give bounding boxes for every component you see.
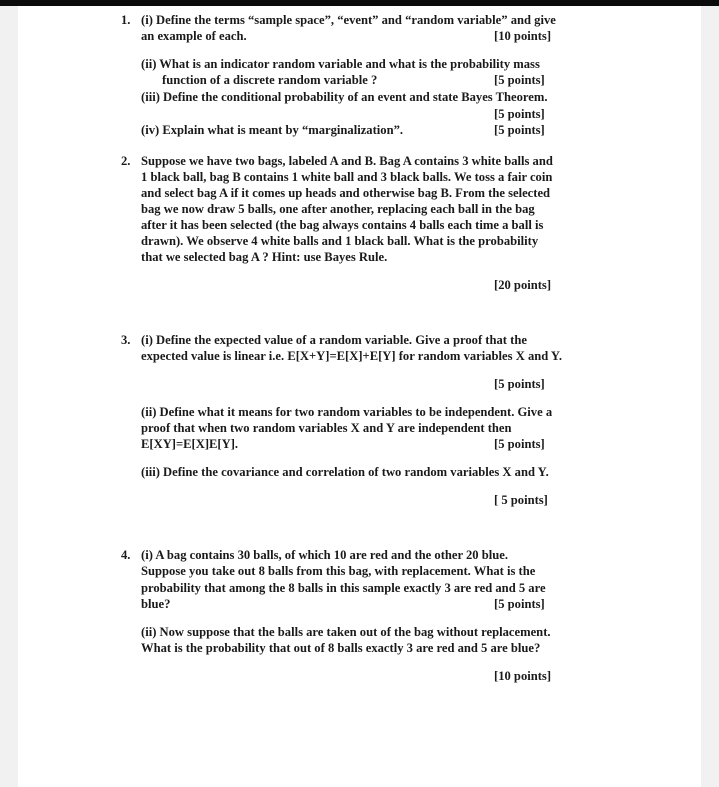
q1-ii-points: [5 points] [494,73,545,87]
q3-ii-line1: (ii) Define what it means for two random variables to be independent. Give a [141,405,553,419]
q3-ii-line3: E[XY]=E[X]E[Y]. [141,437,239,451]
q2-line: and select bag A if it comes up heads and otherwise bag B. From the selected [141,186,551,200]
q1-iii-points: [5 points] [494,107,545,121]
q3-i-line2: expected value is linear i.e. E[X+Y]=E[X]+E[Y] for random variables X and Y. [141,349,563,363]
q2-line: 1 black ball, bag B contains 1 white ball and 3 black balls. We toss a fair coin [141,170,553,184]
q3-ii-line2: proof that when two random variables X and Y are independent then [141,421,512,435]
q1-ii-line2: function of a discrete random variable ? [162,73,378,87]
q4-ii-points: [10 points] [494,669,552,683]
q3-i-line1: (i) Define the expected value of a random variable. Give a proof that the [141,333,527,347]
q4-i-line: (i) A bag contains 30 balls, of which 10 are red and the other 20 blue. [141,548,509,562]
q4-number: 4. [121,548,131,562]
q2-points: [20 points] [494,278,552,292]
q3-iii-line1: (iii) Define the covariance and correlation of two random variables X and Y. [141,465,549,479]
q1-i-line2: an example of each. [141,29,247,43]
q1-iii-line1: (iii) Define the conditional probability of an event and state Bayes Theorem. [141,90,548,104]
q2-number: 2. [121,154,131,168]
q3-iii-points: [ 5 points] [494,493,548,507]
q1-number: 1. [121,13,131,27]
q1-iv-line1: (iv) Explain what is meant by “marginalization”. [141,123,404,137]
q4-i-line: blue? [141,597,171,611]
q4-i-line: probability that among the 8 balls in this sample exactly 3 are red and 5 are [141,581,546,595]
q3-ii-points: [5 points] [494,437,545,451]
q4-ii-line2: What is the probability that out of 8 balls exactly 3 are red and 5 are blue? [141,641,541,655]
q2-line: drawn). We observe 4 white balls and 1 black ball. What is the probability [141,234,539,248]
q4-i-points: [5 points] [494,597,545,611]
q4-ii-line1: (ii) Now suppose that the balls are taken out of the bag without replacement. [141,625,551,639]
q3-number: 3. [121,333,131,347]
q2-line: that we selected bag A ? Hint: use Bayes Rule. [141,250,388,264]
q1-ii-line1: (ii) What is an indicator random variable and what is the probability mass [141,57,540,71]
q2-line: after it has been selected (the bag always contains 4 balls each time a ball is [141,218,544,232]
q3-i-points: [5 points] [494,377,545,391]
q4-i-line: Suppose you take out 8 balls from this bag, with replacement. What is the [141,564,536,578]
q1-i-line1: (i) Define the terms “sample space”, “event” and “random variable” and give [141,13,556,27]
q2-line: bag we now draw 5 balls, one after another, replacing each ball in the bag [141,202,535,216]
q1-i-points: [10 points] [494,29,552,43]
q2-line: Suppose we have two bags, labeled A and B. Bag A contains 3 white balls and [141,154,553,168]
q1-iv-points: [5 points] [494,123,545,137]
